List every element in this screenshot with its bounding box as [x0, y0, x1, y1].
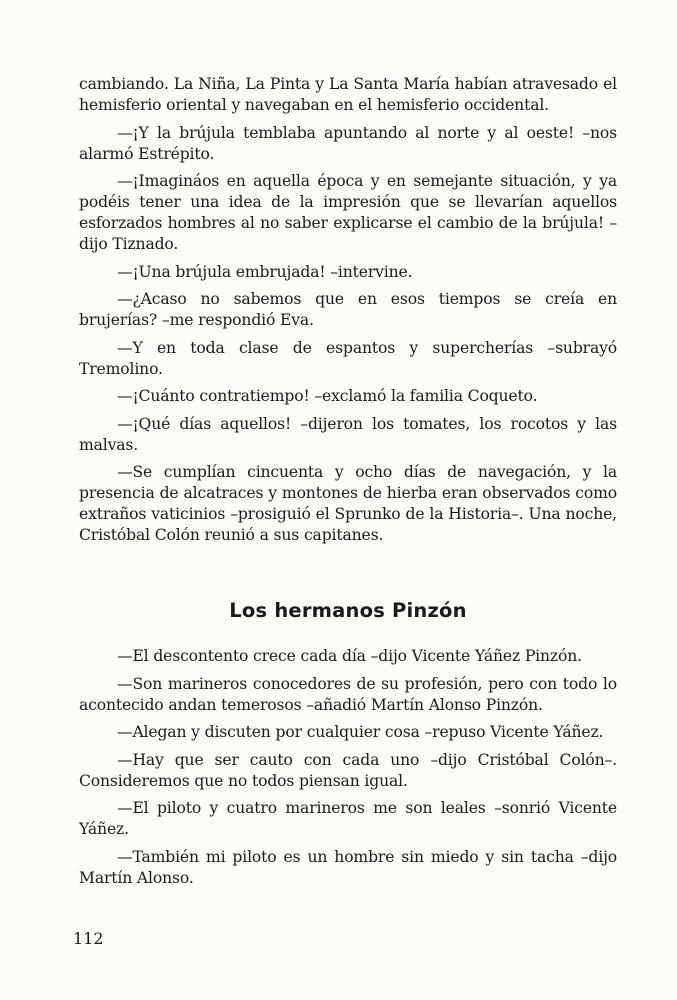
- paragraph: —¡Cuánto contratiempo! –exclamó la familia Coqueto.: [117, 387, 538, 405]
- paragraph: cambiando. La Niña, La Pinta y La Santa María habían atravesado el hemisferio oriental y navegaban en el hemisferio occidental.: [79, 75, 617, 114]
- paragraph: —Son marineros conocedores de su profesión, pero con todo lo acontecido andan temerosos –añadió Martín Alonso Pinzón.: [79, 674, 617, 714]
- paragraph: —El descontento crece cada día –dijo Vicente Yáñez Pinzón.: [117, 647, 582, 665]
- paragraph: —Hay que ser cauto con cada uno –dijo Cristóbal Colón–. Consideremos que no todos piensan igual.: [79, 750, 617, 790]
- book-page-text: [79, 74, 617, 889]
- paragraph: —También mi piloto es un hombre sin miedo y sin tacha –dijo Martín Alonso.: [79, 847, 617, 887]
- section-title: Los hermanos Pinzón: [229, 599, 467, 622]
- paragraph: —Alegan y discuten por cualquier cosa –repuso Vicente Yáñez.: [117, 723, 604, 741]
- page-number: 112: [73, 929, 104, 948]
- paragraph: —¡Una brújula embrujada! –intervine.: [117, 262, 413, 281]
- paragraph: —¡Qué días aquellos! –dijeron los tomates, los rocotos y las malvas.: [79, 414, 617, 454]
- paragraph: —Se cumplían cincuenta y ocho días de navegación, y la presencia de alcatraces y montones de hierba eran observados como extraños vaticinios –prosiguió el Sprunko de la Historia–. Una noche, Cristóbal Colón reunió a sus capitanes.: [79, 463, 617, 544]
- paragraph: —El piloto y cuatro marineros me son leales –sonrió Vicente Yáñez.: [79, 799, 617, 838]
- paragraph: —¡Imagináos en aquella época y en semejante situación, y ya podéis tener una idea de la impresión que se llevarían aquellos esforzados hombres al no saber explicarse el cambio de la brújula! –dijo Tiznado.: [79, 172, 617, 253]
- paragraph: —Y en toda clase de espantos y supercherías –subrayó Tremolino.: [79, 338, 617, 378]
- paragraph: —¿Acaso no sabemos que en esos tiempos se creía en brujerías? –me respondió Eva.: [79, 290, 617, 329]
- paragraph: —¡Y la brújula temblaba apuntando al norte y al oeste! –nos alarmó Estrépito.: [79, 123, 617, 163]
